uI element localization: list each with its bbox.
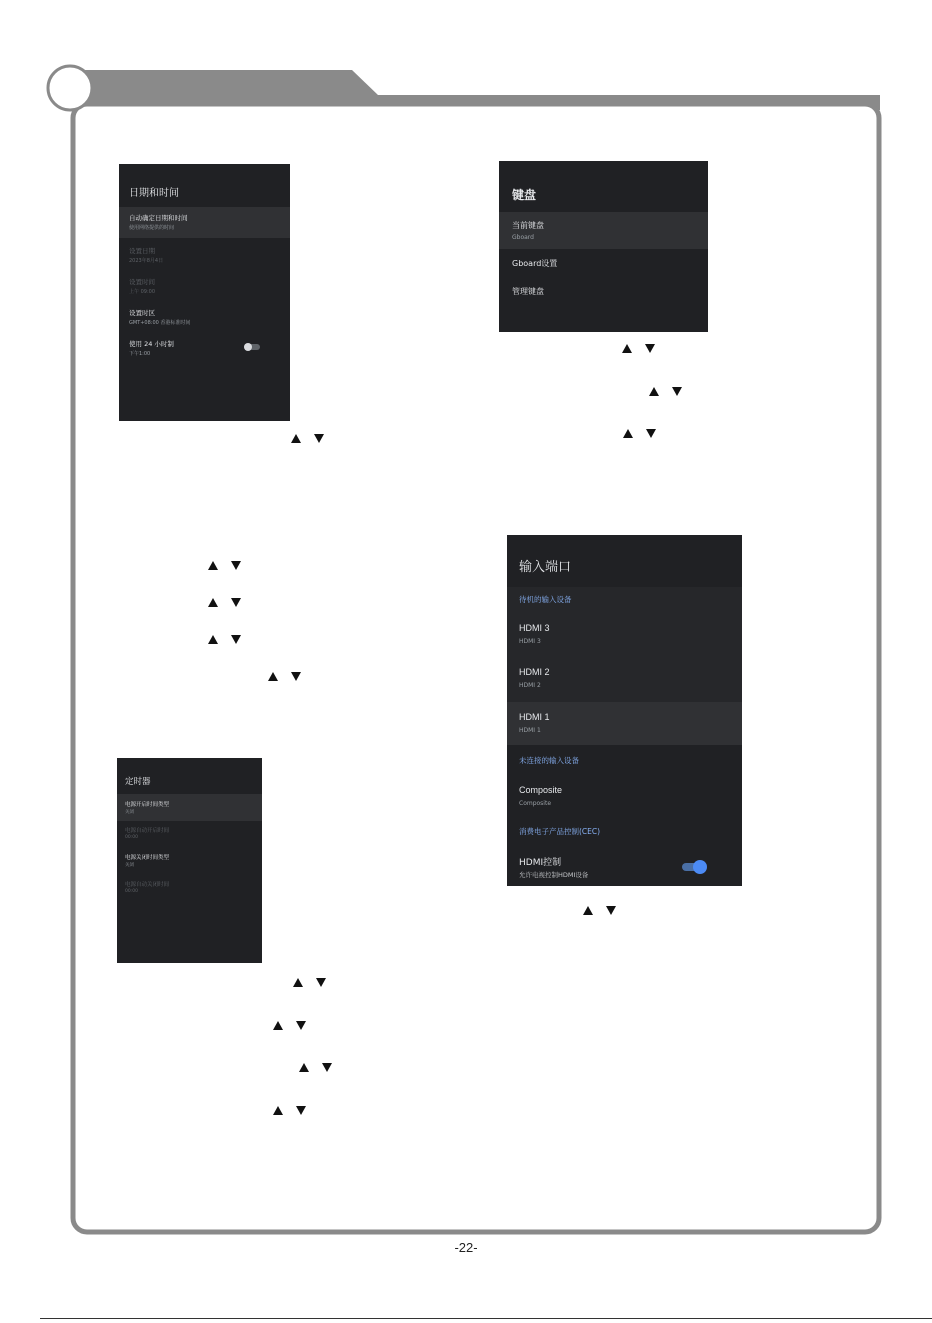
list-item[interactable]: HDMI 2 HDMI 2 (519, 667, 550, 689)
date-time-screen (119, 164, 290, 421)
section-header: 待机的输入设备 (519, 595, 572, 604)
list-item[interactable]: 使用 24 小时制 下午1:00 (119, 335, 290, 363)
up-down-arrows-icon (273, 1106, 306, 1115)
up-down-arrows-icon (649, 387, 682, 396)
screen-title: 定时器 (125, 777, 151, 787)
toggle-knob (693, 860, 707, 874)
up-down-arrows-icon (623, 429, 656, 438)
list-item[interactable]: 设置时区 GMT+08:00 香港标准时间 (129, 309, 191, 326)
screen-title: 键盘 (512, 188, 537, 202)
up-down-arrows-icon (299, 1063, 332, 1072)
up-down-arrows-icon (208, 635, 241, 644)
list-item[interactable]: HDMI 1 HDMI 1 (507, 702, 742, 745)
list-item[interactable]: 自动确定日期和时间 使用网络提供的时间 (119, 207, 290, 238)
list-item[interactable]: 电源自动关闭时间 00:00 (125, 882, 170, 894)
list-item[interactable]: 当前键盘 Gboard (499, 212, 708, 249)
list-item[interactable]: 管理键盘 (512, 287, 544, 296)
up-down-arrows-icon (268, 672, 301, 681)
up-down-arrows-icon (293, 978, 326, 987)
toggle-switch[interactable] (682, 863, 704, 871)
list-item[interactable]: 设置日期 2023年8月4日 (129, 247, 164, 264)
list-item[interactable]: Gboard设置 (512, 259, 558, 268)
toggle-knob (244, 343, 252, 351)
section-header: 消费电子产品控制(CEC) (519, 827, 601, 836)
footer-rule (40, 1318, 932, 1319)
up-down-arrows-icon (291, 434, 324, 443)
up-down-arrows-icon (622, 344, 655, 353)
list-item[interactable]: 电源自动开启时间 00:00 (125, 828, 170, 840)
screen-title: 输入端口 (519, 560, 572, 575)
up-down-arrows-icon (208, 598, 241, 607)
up-down-arrows-icon (583, 906, 616, 915)
screen-title: 日期和时间 (129, 188, 179, 199)
list-item[interactable]: Composite Composite (519, 785, 563, 807)
list-item[interactable]: 电源关闭时间类型 关闭 (125, 855, 170, 868)
toggle-switch[interactable] (244, 344, 260, 350)
inputs-screen (507, 535, 742, 886)
list-item[interactable]: 设置时间 上午 09:00 (129, 278, 155, 295)
up-down-arrows-icon (208, 561, 241, 570)
list-item[interactable]: HDMI控制 允许电视控制HDMI设备 (507, 847, 742, 885)
keyboard-screen (499, 161, 708, 332)
list-item[interactable]: 电源开启时间类型 关闭 (117, 794, 262, 821)
up-down-arrows-icon (273, 1021, 306, 1030)
list-item[interactable]: HDMI 3 HDMI 3 (519, 623, 550, 645)
timer-screen (117, 758, 262, 963)
section-header: 未连接的输入设备 (519, 756, 579, 765)
page-number: -22- (454, 1240, 478, 1255)
